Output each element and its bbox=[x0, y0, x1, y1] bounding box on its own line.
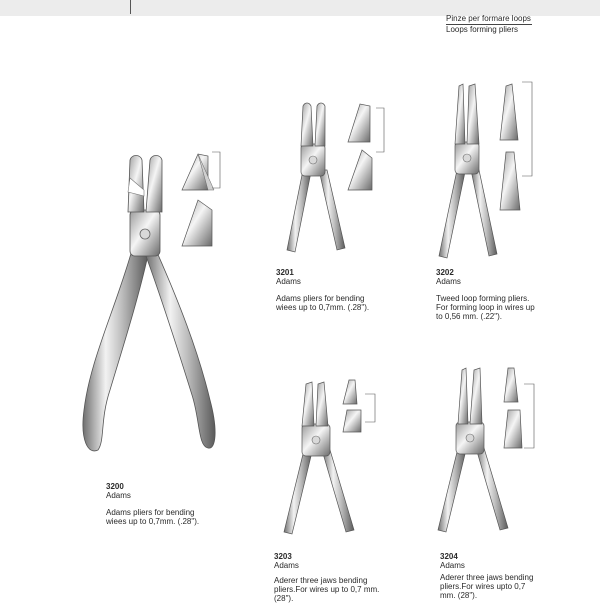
product-3202 bbox=[436, 268, 536, 321]
product-3201 bbox=[276, 268, 386, 312]
product-code: 3204 bbox=[440, 552, 458, 561]
product-3204 bbox=[440, 552, 540, 600]
product-3200 bbox=[106, 482, 216, 526]
pliers-3202-tip-detail bbox=[492, 80, 542, 220]
pliers-3201-tip-detail bbox=[340, 100, 390, 200]
product-code: 3201 bbox=[276, 268, 294, 277]
product-name: Adams bbox=[436, 277, 461, 286]
product-description: Aderer three jaws bending pliers.For wires upto 0,7 mm. (28"). bbox=[440, 573, 534, 600]
pliers-3204-tip-detail bbox=[498, 366, 548, 456]
section-heading-rule bbox=[446, 24, 532, 25]
product-description: Aderer three jaws bending pliers.For wires up to 0,7 mm. (28"). bbox=[274, 576, 380, 603]
product-description: Adams pliers for bending wiees up to 0,7mm. (.28"). bbox=[276, 294, 370, 312]
product-name: Adams bbox=[274, 561, 299, 570]
product-name: Adams bbox=[440, 561, 465, 570]
product-description: Adams pliers for bending wiees up to 0,7mm. (.28"). bbox=[106, 508, 200, 526]
section-title-italian: Pinze per formare loops bbox=[446, 14, 531, 23]
product-name: Adams bbox=[276, 277, 301, 286]
product-code: 3202 bbox=[436, 268, 454, 277]
product-3203 bbox=[274, 552, 384, 603]
pliers-3200-tip-detail bbox=[178, 150, 228, 250]
product-description: Tweed loop forming pliers. For forming loop in wires up to 0,56 mm. (.22"). bbox=[436, 294, 535, 321]
product-code: 3200 bbox=[106, 482, 124, 491]
product-name: Adams bbox=[106, 491, 131, 500]
section-title-english: Loops forming pliers bbox=[446, 25, 519, 34]
pliers-3203-tip-detail bbox=[335, 378, 385, 438]
product-code: 3203 bbox=[274, 552, 292, 561]
section-heading bbox=[446, 14, 531, 35]
top-divider bbox=[130, 0, 131, 14]
